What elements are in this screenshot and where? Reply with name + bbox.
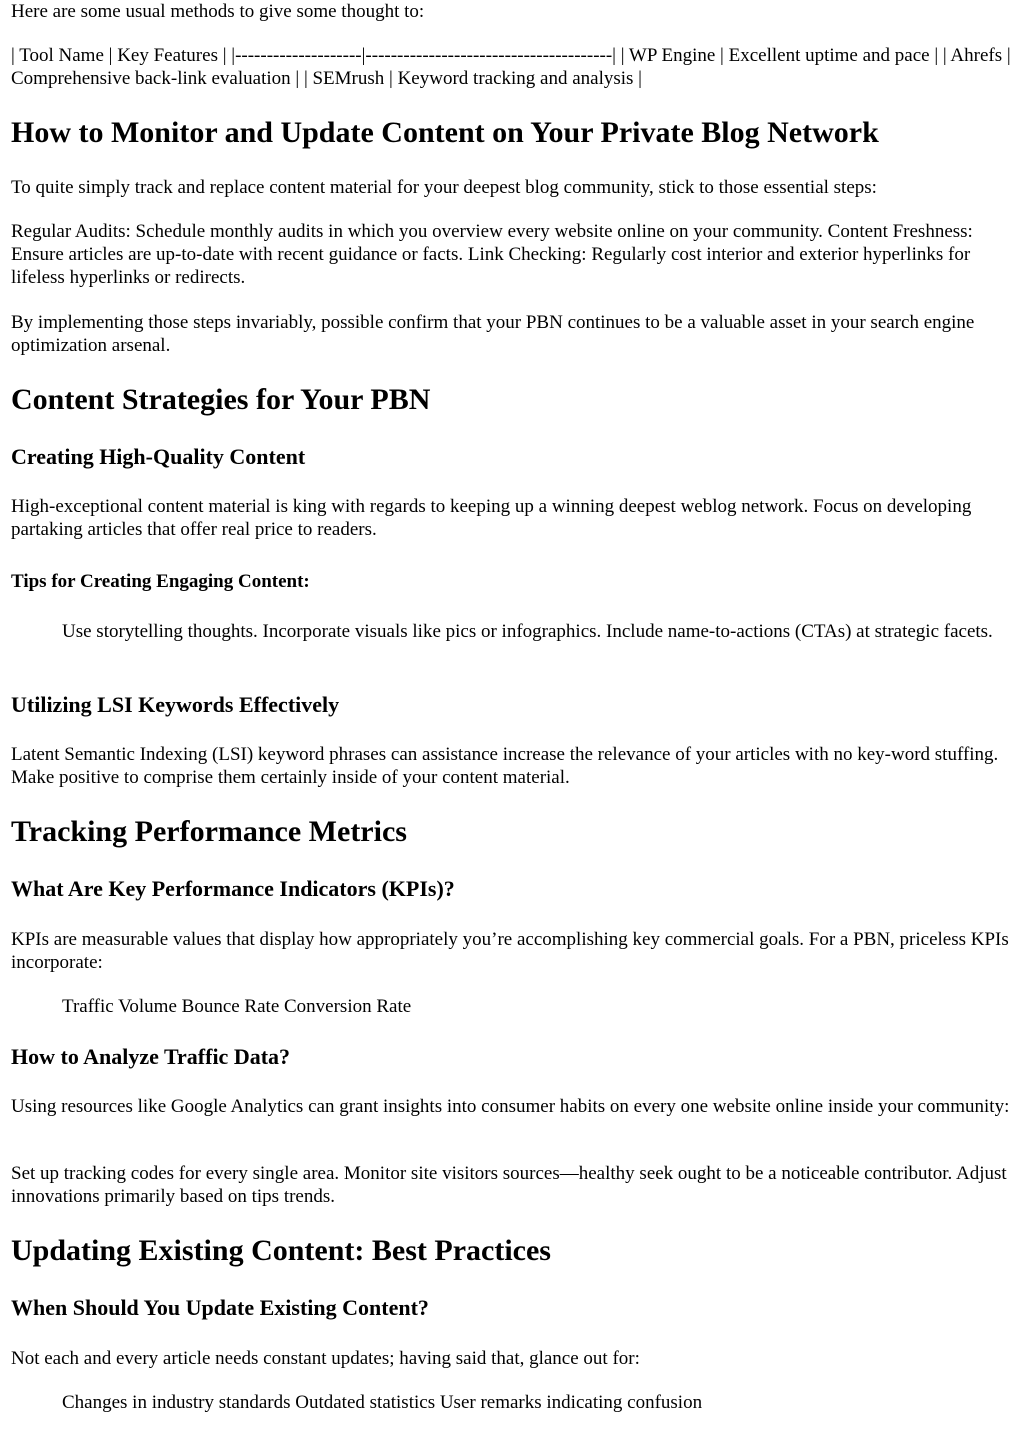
tool-table-text: | Tool Name | Key Features | |--------------------|---------------------------------------| | WP Engine | Excellent uptime and pace | | Ahrefs | Comprehensive back-link evaluation | | SEMrush | Keyword tracking and analysis | — [11, 45, 1011, 89]
heading-kpi: What Are Key Performance Indicators (KPIs)? — [11, 876, 455, 901]
blockquote-tips: Use storytelling thoughts. Incorporate visuals like pics or infographics. Include name-to-actions (CTAs) at strategic facets. — [62, 621, 993, 642]
paragraph-kpi: KPIs are measurable values that display how appropriately you’re accomplishing key commercial goals. For a PBN, priceless KPIs incorporate: — [11, 929, 1009, 973]
heading-tracking-metrics: Tracking Performance Metrics — [11, 815, 407, 848]
heading-when-update: When Should You Update Existing Content? — [11, 1295, 429, 1320]
paragraph-audit-steps: Regular Audits: Schedule monthly audits in which you overview every website online on your community. Content Freshness: Ensure articles are up-to-date with recent guidance or facts. Link Checking: Regularly cost interior and exterior hyperlinks for lifeless hyperlinks or redirects. — [11, 221, 973, 288]
heading-monitor-content: How to Monitor and Update Content on Your Private Blog Network — [11, 116, 879, 149]
heading-tips: Tips for Creating Engaging Content: — [11, 571, 310, 592]
paragraph-implement-steps: By implementing those steps invariably, possible confirm that your PBN continues to be a valuable asset in your search engine optimization arsenal. — [11, 312, 975, 356]
paragraph-setup-tracking: Set up tracking codes for every single area. Monitor site visitors sources—healthy seek ought to be a noticeable contributor. Adjust innovations primarily based on tips trends. — [11, 1163, 1007, 1207]
heading-updating-content: Updating Existing Content: Best Practices — [11, 1234, 551, 1267]
paragraph-analyze: Using resources like Google Analytics can grant insights into consumer habits on every one website online inside your community: — [11, 1096, 1010, 1117]
heading-content-strategies: Content Strategies for Your PBN — [11, 383, 431, 416]
heading-lsi-keywords: Utilizing LSI Keywords Effectively — [11, 692, 340, 717]
paragraph-track-intro: To quite simply track and replace content material for your deepest blog community, stick to those essential steps: — [11, 177, 877, 198]
blockquote-kpi-list: Traffic Volume Bounce Rate Conversion Rate — [62, 996, 412, 1017]
intro-paragraph: Here are some usual methods to give some thought to: — [11, 1, 425, 22]
paragraph-high-quality: High-exceptional content material is king with regards to keeping up a winning deepest weblog network. Focus on developing partaking articles that offer real price to readers. — [11, 496, 972, 540]
paragraph-when-update: Not each and every article needs constant updates; having said that, glance out for: — [11, 1348, 640, 1369]
blockquote-update-signals: Changes in industry standards Outdated statistics User remarks indicating confusion — [62, 1392, 703, 1413]
heading-analyze-traffic: How to Analyze Traffic Data? — [11, 1044, 291, 1069]
paragraph-lsi: Latent Semantic Indexing (LSI) keyword phrases can assistance increase the relevance of your articles with no key-word stuffing. Make positive to comprise them certainly inside of your content material. — [11, 744, 999, 788]
heading-creating-content: Creating High-Quality Content — [11, 444, 306, 469]
